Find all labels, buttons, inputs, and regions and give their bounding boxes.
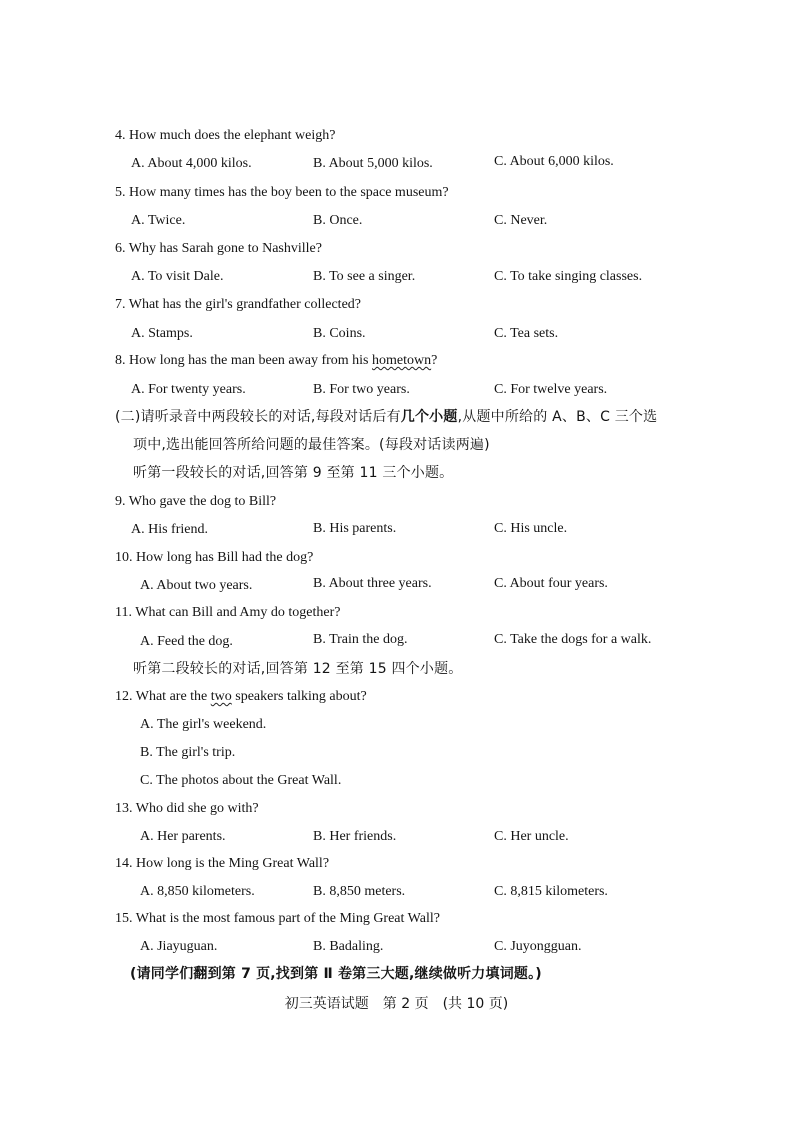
q9-option-a: A. His friend.	[131, 522, 208, 537]
question-11: 11. What can Bill and Amy do together?	[115, 605, 341, 620]
q9-option-b: B. His parents.	[313, 521, 397, 536]
turn-page-note: (请同学们翻到第 7 页,找到第 Ⅱ 卷第三大题,继续做听力填词题。)	[130, 966, 542, 982]
q14-option-a: A. 8,850 kilometers.	[140, 884, 255, 899]
q13-option-c: C. Her uncle.	[494, 829, 569, 844]
q6-option-a: A. To visit Dale.	[131, 269, 224, 284]
q8-text-post: ?	[431, 353, 438, 368]
q15-option-c: C. Juyongguan.	[494, 939, 582, 954]
q4-option-c: C. About 6,000 kilos.	[494, 154, 614, 169]
question-15: 15. What is the most famous part of the Ming Great Wall?	[115, 911, 440, 926]
q4-option-b: B. About 5,000 kilos.	[313, 156, 433, 171]
instr-bold: 几个小题	[400, 409, 458, 425]
q8-option-a: A. For twenty years.	[131, 382, 246, 397]
dialog-2-instruction: 听第二段较长的对话,回答第 12 至第 15 四个小题。	[133, 661, 463, 677]
q11-option-c: C. Take the dogs for a walk.	[494, 632, 652, 647]
q10-option-a: A. About two years.	[140, 578, 253, 593]
q12-option-b: B. The girl's trip.	[140, 745, 236, 760]
instr-pre: (二)请听录音中两段较长的对话,每段对话后有	[115, 409, 401, 425]
q4-option-a: A. About 4,000 kilos.	[131, 156, 252, 171]
q12-text-pre: 12. What are the	[115, 689, 211, 704]
q11-option-a: A. Feed the dog.	[140, 634, 233, 649]
q5-option-b: B. Once.	[313, 213, 363, 228]
q6-option-c: C. To take singing classes.	[494, 269, 643, 284]
q5-option-c: C. Never.	[494, 213, 548, 228]
q6-option-b: B. To see a singer.	[313, 269, 416, 284]
q10-option-c: C. About four years.	[494, 576, 608, 591]
q12-text-post: speakers talking about?	[231, 689, 367, 704]
question-8	[115, 352, 437, 370]
question-7: 7. What has the girl's grandfather collected?	[115, 297, 361, 312]
question-10: 10. How long has Bill had the dog?	[115, 550, 314, 565]
q15-option-b: B. Badaling.	[313, 939, 384, 954]
question-13: 13. Who did she go with?	[115, 801, 259, 816]
question-5: 5. How many times has the boy been to the space museum?	[115, 185, 449, 200]
page-footer: 初三英语试题 第 2 页 (共 10 页)	[284, 996, 509, 1012]
section-2-instruction-line1	[115, 408, 657, 426]
q9-option-c: C. His uncle.	[494, 521, 568, 536]
question-12	[115, 688, 367, 706]
section-2-instruction-line2: 项中,选出能回答所给问题的最佳答案。(每段对话读两遍)	[133, 437, 490, 453]
q8-option-b: B. For two years.	[313, 382, 410, 397]
q13-option-a: A. Her parents.	[140, 829, 226, 844]
question-14: 14. How long is the Ming Great Wall?	[115, 856, 330, 871]
question-9: 9. Who gave the dog to Bill?	[115, 494, 277, 509]
q8-option-c: C. For twelve years.	[494, 382, 608, 397]
q10-option-b: B. About three years.	[313, 576, 432, 591]
q7-option-c: C. Tea sets.	[494, 326, 559, 341]
q15-option-a: A. Jiayuguan.	[140, 939, 218, 954]
question-6: 6. Why has Sarah gone to Nashville?	[115, 241, 322, 256]
q7-option-a: A. Stamps.	[131, 326, 193, 341]
q8-marked-word: hometown	[372, 353, 432, 368]
q7-option-b: B. Coins.	[313, 326, 366, 341]
question-4: 4. How much does the elephant weigh?	[115, 128, 336, 143]
q5-option-a: A. Twice.	[131, 213, 186, 228]
instr-post: ,从题中所给的 A、B、C 三个选	[457, 409, 658, 425]
q14-option-c: C. 8,815 kilometers.	[494, 884, 608, 899]
q8-text-pre: 8. How long has the man been away from his	[115, 353, 372, 368]
q13-option-b: B. Her friends.	[313, 829, 397, 844]
dialog-1-instruction: 听第一段较长的对话,回答第 9 至第 11 三个小题。	[133, 465, 454, 481]
q14-option-b: B. 8,850 meters.	[313, 884, 406, 899]
q12-marked-word: two	[210, 689, 232, 704]
q12-option-c: C. The photos about the Great Wall.	[140, 773, 342, 788]
q12-option-a: A. The girl's weekend.	[140, 717, 267, 732]
q11-option-b: B. Train the dog.	[313, 632, 408, 647]
